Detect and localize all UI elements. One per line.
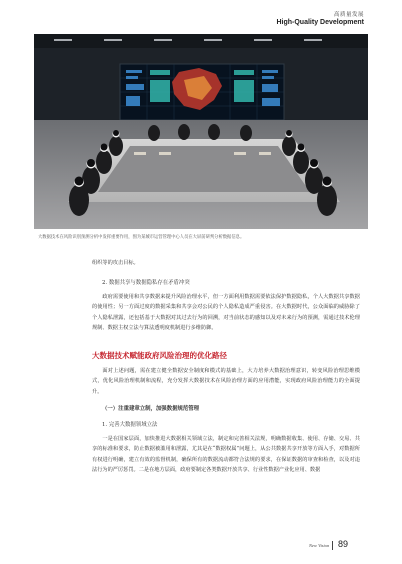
body-paragraph: 一是在国家层面，加快推进大数据相关领域立法，制定和完善相关法规，明确数据收集、使用、存储、交易、共享的标准和要求，防止数据被滥用和泄露，尤其是在“数据权属”问题上，从公共数据共享开放等方面入手，对数据所有权进行明确，建立有效的监督机制，确保所有的数据流动都符合法规的要求，在保证数据的审查和检查，以及对违法行为的严厉惩罚。二是在地方层面，政府要制定各类数据开放共享、行业性数据产业化应用、数据 (92, 436, 360, 473)
page-number: 89 (338, 539, 349, 549)
subheading-2: 1. 完善大数据领域立法 (102, 422, 158, 428)
body-paragraph: 政府需要使用和共享数据来提升风险治理水平，但一方面利用数据需要依法保护数据隐私，个人大数据共享数据的使用性；另一方面过度的数据采集和共享会对公民的个人隐私造成严重侵害。在大数据时代，公众面临的威胁除了个人隐私泄露，还包括基于大数据对其过去行为的回溯，对当前状态的感知以及对未来行为的预测，需通过技术伦理规制、数据主权立法与算法透明度机制进行多维防御。 (92, 294, 360, 331)
body-paragraph: 组织等的攻击目标。 (92, 260, 139, 266)
section-heading: 大数据技术赋能政府风险治理的优化路径 (92, 351, 227, 360)
photo-caption: 大数据技术在风险识别预测分析中发挥重要作用，图为某城市运营管理中心人员在大屏前研判分析数据信息。 (38, 235, 245, 240)
photo-illustration (34, 34, 368, 229)
section-title-en: High-Quality Development (276, 19, 364, 26)
subheading-2: 2. 数据共享与数据隐私存在矛盾冲突 (102, 280, 190, 286)
command-center-photo (34, 34, 368, 229)
publication-name: New Vision (309, 543, 330, 548)
subheading-1: （一）注重建章立制，加强数据规范管理 (102, 406, 200, 412)
running-header (276, 10, 364, 26)
footer-divider (332, 541, 333, 550)
body-paragraph: 面对上述问题，需在建立健全数据安全制度和模式的基础上，大力培养大数据治理意识，转变风险治理思维模式，优化风险治理机制和流程，充分发挥大数据技术在风险治理方面的应用潜能，实现政府风险治理能力的全面提升。 (92, 368, 360, 395)
section-title-cn: 高质量发展 (333, 12, 364, 18)
